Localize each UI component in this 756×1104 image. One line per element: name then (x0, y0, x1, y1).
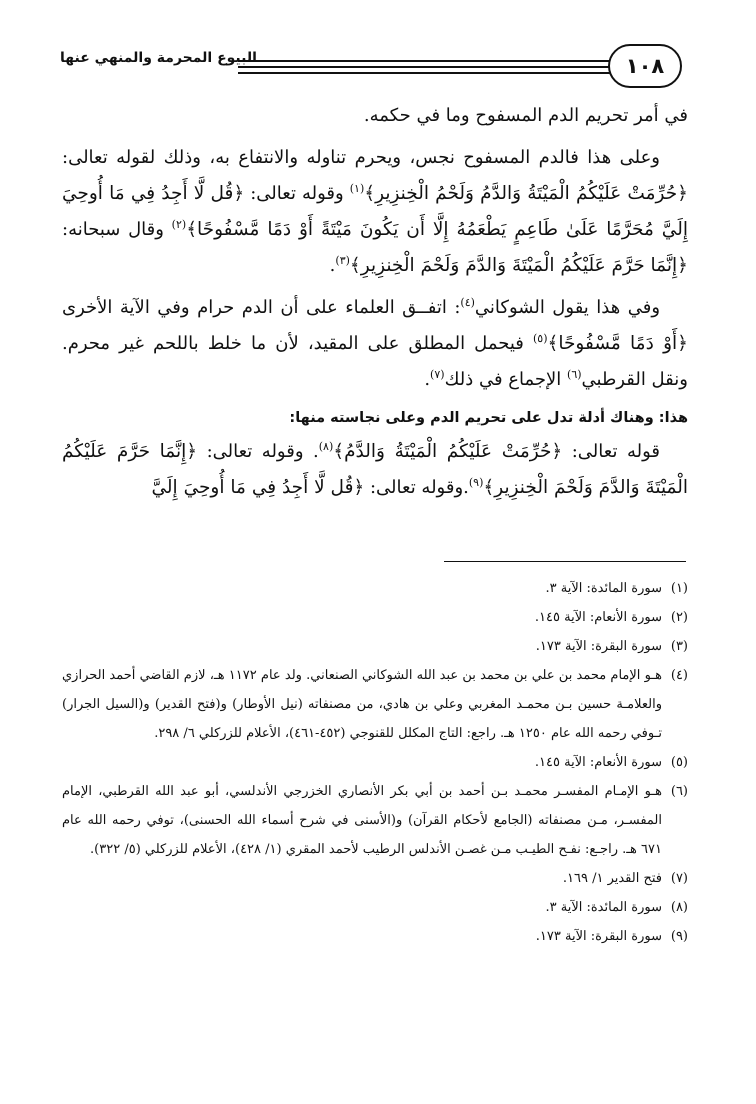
footnote-number: (٦) (670, 784, 688, 799)
quran-verse-2: ﴿قُل لَّا أَجِدُ فِي مَا أُوحِيَ إِلَيَّ مُحَرَّمًا عَلَىٰ طَاعِمٍ يَطْعَمُهُ إِلَّا أَن يَكُونَ مَيْتَةً أَوْ دَمًا مَّسْفُوحًا﴾ (62, 183, 688, 240)
text-span: . (424, 369, 431, 390)
header-rule (238, 72, 610, 74)
footnote-text: هـو الإمام محمد بن علي بن محمد بن عبد الله الشوكاني الصنعاني. ولد عام ١١٧٢ هـ، لازم القاضي أحمد الحرازي والعلامـة حسين بـن محمـد المغربي وعلي بن هادي، من مصنفاته (نيل الأوطار) و(فتح القدير) و(السيل الجرار) تـوفي رحمه الله عام ١٢٥٠ هـ. راجع: التاج المكلل للقنوجي (٤٥٢-٤٦١)، الأعلام للزركلي ٦/ ٢٩٨. (62, 668, 662, 741)
footnote-number: (٥) (670, 755, 688, 770)
quran-verse-7: ﴿قُل لَّا أَجِدُ فِي مَا أُوحِيَ إِلَيَّ (151, 477, 365, 498)
footnote-number: (٩) (670, 929, 688, 944)
header-rule (238, 66, 610, 68)
footnote-number: (١) (670, 581, 688, 596)
footnote-text: سورة المائدة: الآية ٣. (545, 900, 662, 915)
text-span: فيحمل المطلق على المقيد، لأن ما خلط باللحم غير محرم. ونقل القرطبي (62, 333, 688, 390)
footnote-ref-6: (٦) (567, 368, 582, 381)
paragraph-2-intro: وعلى هذا فالدم المسفوح نجس، ويحرم تناوله والانتفاع به، وذلك لقوله تعالى: (62, 147, 660, 168)
footnote-text: فتح القدير ١/ ١٦٩. (562, 871, 662, 886)
footnote (62, 603, 688, 632)
main-text (62, 98, 688, 512)
footnote-number: (٧) (670, 871, 688, 886)
footnote-ref-3: (٣) (335, 254, 350, 267)
footnote-text: سورة البقرة: الآية ١٧٣. (535, 639, 662, 654)
text-span: وفي هذا يقول الشوكاني (474, 297, 661, 318)
footnote-text: سورة البقرة: الآية ١٧٣. (535, 929, 662, 944)
footnote-number: (٨) (670, 900, 688, 915)
footnote-ref-2: (٢) (171, 218, 187, 231)
footnote-text: سورة الأنعام: الآية ١٤٥. (534, 610, 662, 625)
footnote-separator (444, 561, 686, 562)
section-heading: هذا: وهناك أدلة تدل على تحريم الدم وعلى نجاسته منها: (289, 410, 688, 426)
footnote-number: (٤) (670, 668, 688, 683)
text-span: قوله تعالى: (562, 441, 660, 462)
paragraph-2 (62, 140, 688, 284)
paragraph-4 (62, 434, 688, 506)
text-span: : اتفــق العلماء على أن الدم حرام وفي الآية الأخرى (62, 297, 461, 318)
footnote-ref-7: (٧) (430, 368, 445, 381)
quran-verse-3: ﴿إِنَّمَا حَرَّمَ عَلَيْكُمُ الْمَيْتَةَ وَالدَّمَ وَلَحْمَ الْخِنزِيرِ﴾ (349, 255, 688, 276)
footnote-ref-1: (١) (349, 182, 365, 195)
running-title: البيوع المحرمة والمنهي عنها (60, 50, 257, 66)
page-header (60, 44, 682, 94)
footnote-ref-4: (٤) (460, 296, 475, 309)
text-span: وقوله تعالى: (244, 183, 350, 204)
footnote (62, 748, 688, 777)
footnote (62, 777, 688, 864)
footnote (62, 893, 688, 922)
footnote (62, 632, 688, 661)
text-span: .وقوله تعالى: (364, 477, 469, 498)
footnote-number: (٢) (670, 610, 688, 625)
quran-verse-1: ﴿حُرِّمَتْ عَلَيْكُمُ الْمَيْتَةُ وَالدَّمُ وَلَحْمُ الْخِنزِيرِ﴾ (364, 183, 688, 204)
quran-verse-5: ﴿حُرِّمَتْ عَلَيْكُمُ الْمَيْتَةُ وَالدَّمُ﴾ (333, 441, 563, 462)
footnote-ref-9: (٩) (468, 476, 484, 489)
footnotes (62, 574, 688, 951)
text-span: . وقوله تعالى: (197, 441, 319, 462)
footnote (62, 864, 688, 893)
text-span: الإجماع في ذلك (444, 369, 568, 390)
footnote-text: سورة المائدة: الآية ٣. (545, 581, 662, 596)
footnote (62, 574, 688, 603)
page-number: ١٠٨ (608, 44, 682, 88)
footnote (62, 922, 688, 951)
paragraph-1: في أمر تحريم الدم المسفوح وما في حكمه. (363, 105, 688, 126)
footnote-number: (٣) (670, 639, 688, 654)
footnote-ref-5: (٥) (533, 332, 548, 345)
paragraph-3 (62, 290, 688, 398)
footnote-text: هـو الإمـام المفسـر محمـد بـن أحمد بن أبي بكر الأنصاري الخزرجي الأندلسي، أبو عبد الله القرطبي، الإمام المفسـر، مـن مصنفاته (الجامع لأحكام القرآن) و(الأسنى في شرح أسماء الله الحسنى)، توفي رحمه الله عام ٦٧١ هـ. راجـع: نفـح الطيـب مـن غصـن الأندلس الرطيب لأحمد المقري (١/ ٤٢٨)، الأعلام للزركلي (٥/ ٣٢٢). (62, 784, 662, 857)
footnote-text: سورة الأنعام: الآية ١٤٥. (534, 755, 662, 770)
quran-verse-4: ﴿أَوْ دَمًا مَّسْفُوحًا﴾ (547, 333, 688, 354)
header-rule (238, 60, 610, 62)
footnote-ref-8: (٨) (318, 440, 334, 453)
text-span: وقال سبحانه: (62, 219, 172, 240)
footnote (62, 661, 688, 748)
text-span: . (329, 255, 336, 276)
quran-verse-6: ﴿إِنَّمَا حَرَّمَ عَلَيْكُمُ الْمَيْتَةَ وَالدَّمَ وَلَحْمَ الْخِنزِيرِ﴾ (62, 441, 688, 498)
